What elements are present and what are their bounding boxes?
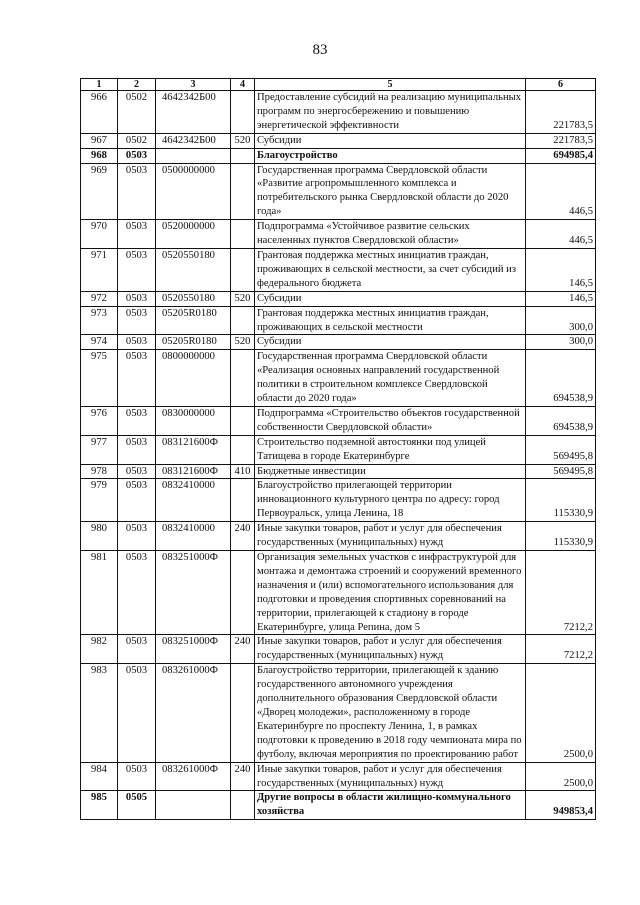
section-code: 0502 — [118, 133, 156, 148]
table-row — [81, 148, 596, 163]
section-code: 0503 — [118, 306, 156, 335]
row-number: 970 — [81, 220, 118, 249]
amount: 146,5 — [526, 248, 596, 291]
article-code: 083251000Ф — [156, 635, 231, 664]
table-row — [81, 762, 596, 791]
article-code: 083261000Ф — [156, 664, 231, 762]
item-name: Иные закупки товаров, работ и услуг для обеспечения государственных (муниципальных) нужд — [255, 635, 526, 664]
row-number: 982 — [81, 635, 118, 664]
article-code: 4642342Б00 — [156, 91, 231, 134]
amount: 569495,8 — [526, 435, 596, 464]
row-number: 976 — [81, 406, 118, 435]
expense-type-code — [231, 163, 255, 220]
article-code: 05205R0180 — [156, 335, 231, 350]
expense-type-code — [231, 406, 255, 435]
table-header-row — [81, 79, 596, 91]
section-code: 0503 — [118, 335, 156, 350]
section-code: 0503 — [118, 291, 156, 306]
article-code: 083121600Ф — [156, 464, 231, 479]
expense-type-code — [231, 148, 255, 163]
row-number: 981 — [81, 551, 118, 635]
section-code: 0503 — [118, 551, 156, 635]
article-code: 083251000Ф — [156, 551, 231, 635]
section-code: 0503 — [118, 635, 156, 664]
table-row — [81, 291, 596, 306]
expense-type-code — [231, 350, 255, 407]
expense-type-code: 520 — [231, 335, 255, 350]
expense-type-code: 410 — [231, 464, 255, 479]
amount: 221783,5 — [526, 91, 596, 134]
table-row — [81, 133, 596, 148]
section-code: 0503 — [118, 479, 156, 522]
amount: 446,5 — [526, 220, 596, 249]
expense-type-code — [231, 479, 255, 522]
column-header-6: 6 — [526, 79, 596, 91]
row-number: 974 — [81, 335, 118, 350]
amount: 300,0 — [526, 335, 596, 350]
row-number: 979 — [81, 479, 118, 522]
row-number: 978 — [81, 464, 118, 479]
section-code: 0503 — [118, 248, 156, 291]
item-name: Субсидии — [255, 335, 526, 350]
column-header-5: 5 — [255, 79, 526, 91]
table-row — [81, 479, 596, 522]
expense-type-code — [231, 91, 255, 134]
row-number: 984 — [81, 762, 118, 791]
article-code — [156, 148, 231, 163]
item-name: Иные закупки товаров, работ и услуг для обеспечения государственных (муниципальных) нужд — [255, 522, 526, 551]
expense-type-code — [231, 435, 255, 464]
table-row — [81, 664, 596, 762]
table-row — [81, 635, 596, 664]
row-number: 968 — [81, 148, 118, 163]
amount: 694538,9 — [526, 406, 596, 435]
column-header-1: 1 — [81, 79, 118, 91]
expense-type-code: 520 — [231, 291, 255, 306]
row-number: 972 — [81, 291, 118, 306]
article-code: 083121600Ф — [156, 435, 231, 464]
article-code: 083261000Ф — [156, 762, 231, 791]
amount: 446,5 — [526, 163, 596, 220]
amount: 949853,4 — [526, 791, 596, 820]
amount: 2500,0 — [526, 664, 596, 762]
table-row — [81, 350, 596, 407]
section-code: 0503 — [118, 762, 156, 791]
amount: 2500,0 — [526, 762, 596, 791]
section-code: 0503 — [118, 406, 156, 435]
article-code: 0520550180 — [156, 291, 231, 306]
item-name: Другие вопросы в области жилищно-коммунального хозяйства — [255, 791, 526, 820]
item-name: Благоустройство прилегающей территории инновационного культурного центра по адресу: город Первоуральск, улица Ленина, 18 — [255, 479, 526, 522]
table-row — [81, 464, 596, 479]
table-row — [81, 335, 596, 350]
amount: 694985,4 — [526, 148, 596, 163]
article-code: 0500000000 — [156, 163, 231, 220]
article-code: 0832410000 — [156, 479, 231, 522]
item-name: Иные закупки товаров, работ и услуг для обеспечения государственных (муниципальных) нужд — [255, 762, 526, 791]
row-number: 973 — [81, 306, 118, 335]
row-number: 971 — [81, 248, 118, 291]
table-row — [81, 248, 596, 291]
table-row — [81, 163, 596, 220]
row-number: 983 — [81, 664, 118, 762]
section-code: 0503 — [118, 522, 156, 551]
row-number: 977 — [81, 435, 118, 464]
column-header-2: 2 — [118, 79, 156, 91]
article-code: 0830000000 — [156, 406, 231, 435]
row-number: 969 — [81, 163, 118, 220]
column-header-4: 4 — [231, 79, 255, 91]
section-code: 0503 — [118, 435, 156, 464]
table-row — [81, 406, 596, 435]
item-name: Строительство подземной автостоянки под улицей Татищева в городе Екатеринбурге — [255, 435, 526, 464]
row-number: 966 — [81, 91, 118, 134]
amount: 569495,8 — [526, 464, 596, 479]
item-name: Грантовая поддержка местных инициатив граждан, проживающих в сельской местности — [255, 306, 526, 335]
table-row — [81, 306, 596, 335]
expense-type-code: 520 — [231, 133, 255, 148]
section-code: 0502 — [118, 91, 156, 134]
row-number: 967 — [81, 133, 118, 148]
section-code: 0503 — [118, 664, 156, 762]
item-name: Благоустройство территории, прилегающей к зданию государственного автономного учреждения дополнительного образования Свердловской области «Дворец молодежи», расположенному в городе Екатеринбурге по проспекту Ленина, 1, в рамках подготовки к проведению в 2018 году чемпионата мира по футболу, включая мероприятия по проектированию работ — [255, 664, 526, 762]
article-code — [156, 791, 231, 820]
item-name: Подпрограмма «Устойчивое развитие сельских населенных пунктов Свердловской области» — [255, 220, 526, 249]
article-code: 0832410000 — [156, 522, 231, 551]
table-row — [81, 551, 596, 635]
item-name: Государственная программа Свердловской области «Реализация основных направлений государственной политики в строительном комплексе Свердловской области до 2020 года» — [255, 350, 526, 407]
item-name: Бюджетные инвестиции — [255, 464, 526, 479]
expense-type-code: 240 — [231, 762, 255, 791]
row-number: 980 — [81, 522, 118, 551]
amount: 7212,2 — [526, 635, 596, 664]
amount: 115330,9 — [526, 522, 596, 551]
item-name: Государственная программа Свердловской области «Развитие агропромышленного комплекса и потребительского рынка Свердловской области до 2020 года» — [255, 163, 526, 220]
amount: 300,0 — [526, 306, 596, 335]
amount: 146,5 — [526, 291, 596, 306]
expense-type-code — [231, 664, 255, 762]
expense-type-code — [231, 791, 255, 820]
expense-type-code — [231, 248, 255, 291]
item-name: Благоустройство — [255, 148, 526, 163]
article-code: 05205R0180 — [156, 306, 231, 335]
amount: 694538,9 — [526, 350, 596, 407]
item-name: Подпрограмма «Строительство объектов государственной собственности Свердловской области» — [255, 406, 526, 435]
expense-type-code: 240 — [231, 635, 255, 664]
table-row — [81, 522, 596, 551]
expense-type-code — [231, 551, 255, 635]
section-code: 0503 — [118, 464, 156, 479]
table-row — [81, 220, 596, 249]
expense-type-code: 240 — [231, 522, 255, 551]
article-code: 0800000000 — [156, 350, 231, 407]
amount: 7212,2 — [526, 551, 596, 635]
item-name: Субсидии — [255, 291, 526, 306]
item-name: Субсидии — [255, 133, 526, 148]
section-code: 0503 — [118, 148, 156, 163]
page-number: 83 — [312, 42, 328, 58]
table-row — [81, 91, 596, 134]
section-code: 0503 — [118, 350, 156, 407]
table-row — [81, 435, 596, 464]
section-code: 0503 — [118, 220, 156, 249]
row-number: 985 — [81, 791, 118, 820]
item-name: Организация земельных участков с инфраструктурой для монтажа и демонтажа строений и сооружений временного назначения и (или) вспомогательного использования для подготовки и проведения спортивных соревнований на территории, прилегающей к стадиону в городе Екатеринбурге, улица Репина, дом 5 — [255, 551, 526, 635]
expense-type-code — [231, 306, 255, 335]
item-name: Грантовая поддержка местных инициатив граждан, проживающих в сельской местности, за счет субсидий из федерального бюджета — [255, 248, 526, 291]
section-code: 0503 — [118, 163, 156, 220]
table-row — [81, 791, 596, 820]
expense-type-code — [231, 220, 255, 249]
budget-table — [80, 78, 596, 820]
item-name: Предоставление субсидий на реализацию муниципальных программ по энергосбережению и повышению энергетической эффективности — [255, 91, 526, 134]
amount: 221783,5 — [526, 133, 596, 148]
article-code: 4642342Б00 — [156, 133, 231, 148]
section-code: 0505 — [118, 791, 156, 820]
article-code: 0520550180 — [156, 248, 231, 291]
amount: 115330,9 — [526, 479, 596, 522]
article-code: 0520000000 — [156, 220, 231, 249]
column-header-3: 3 — [156, 79, 231, 91]
row-number: 975 — [81, 350, 118, 407]
